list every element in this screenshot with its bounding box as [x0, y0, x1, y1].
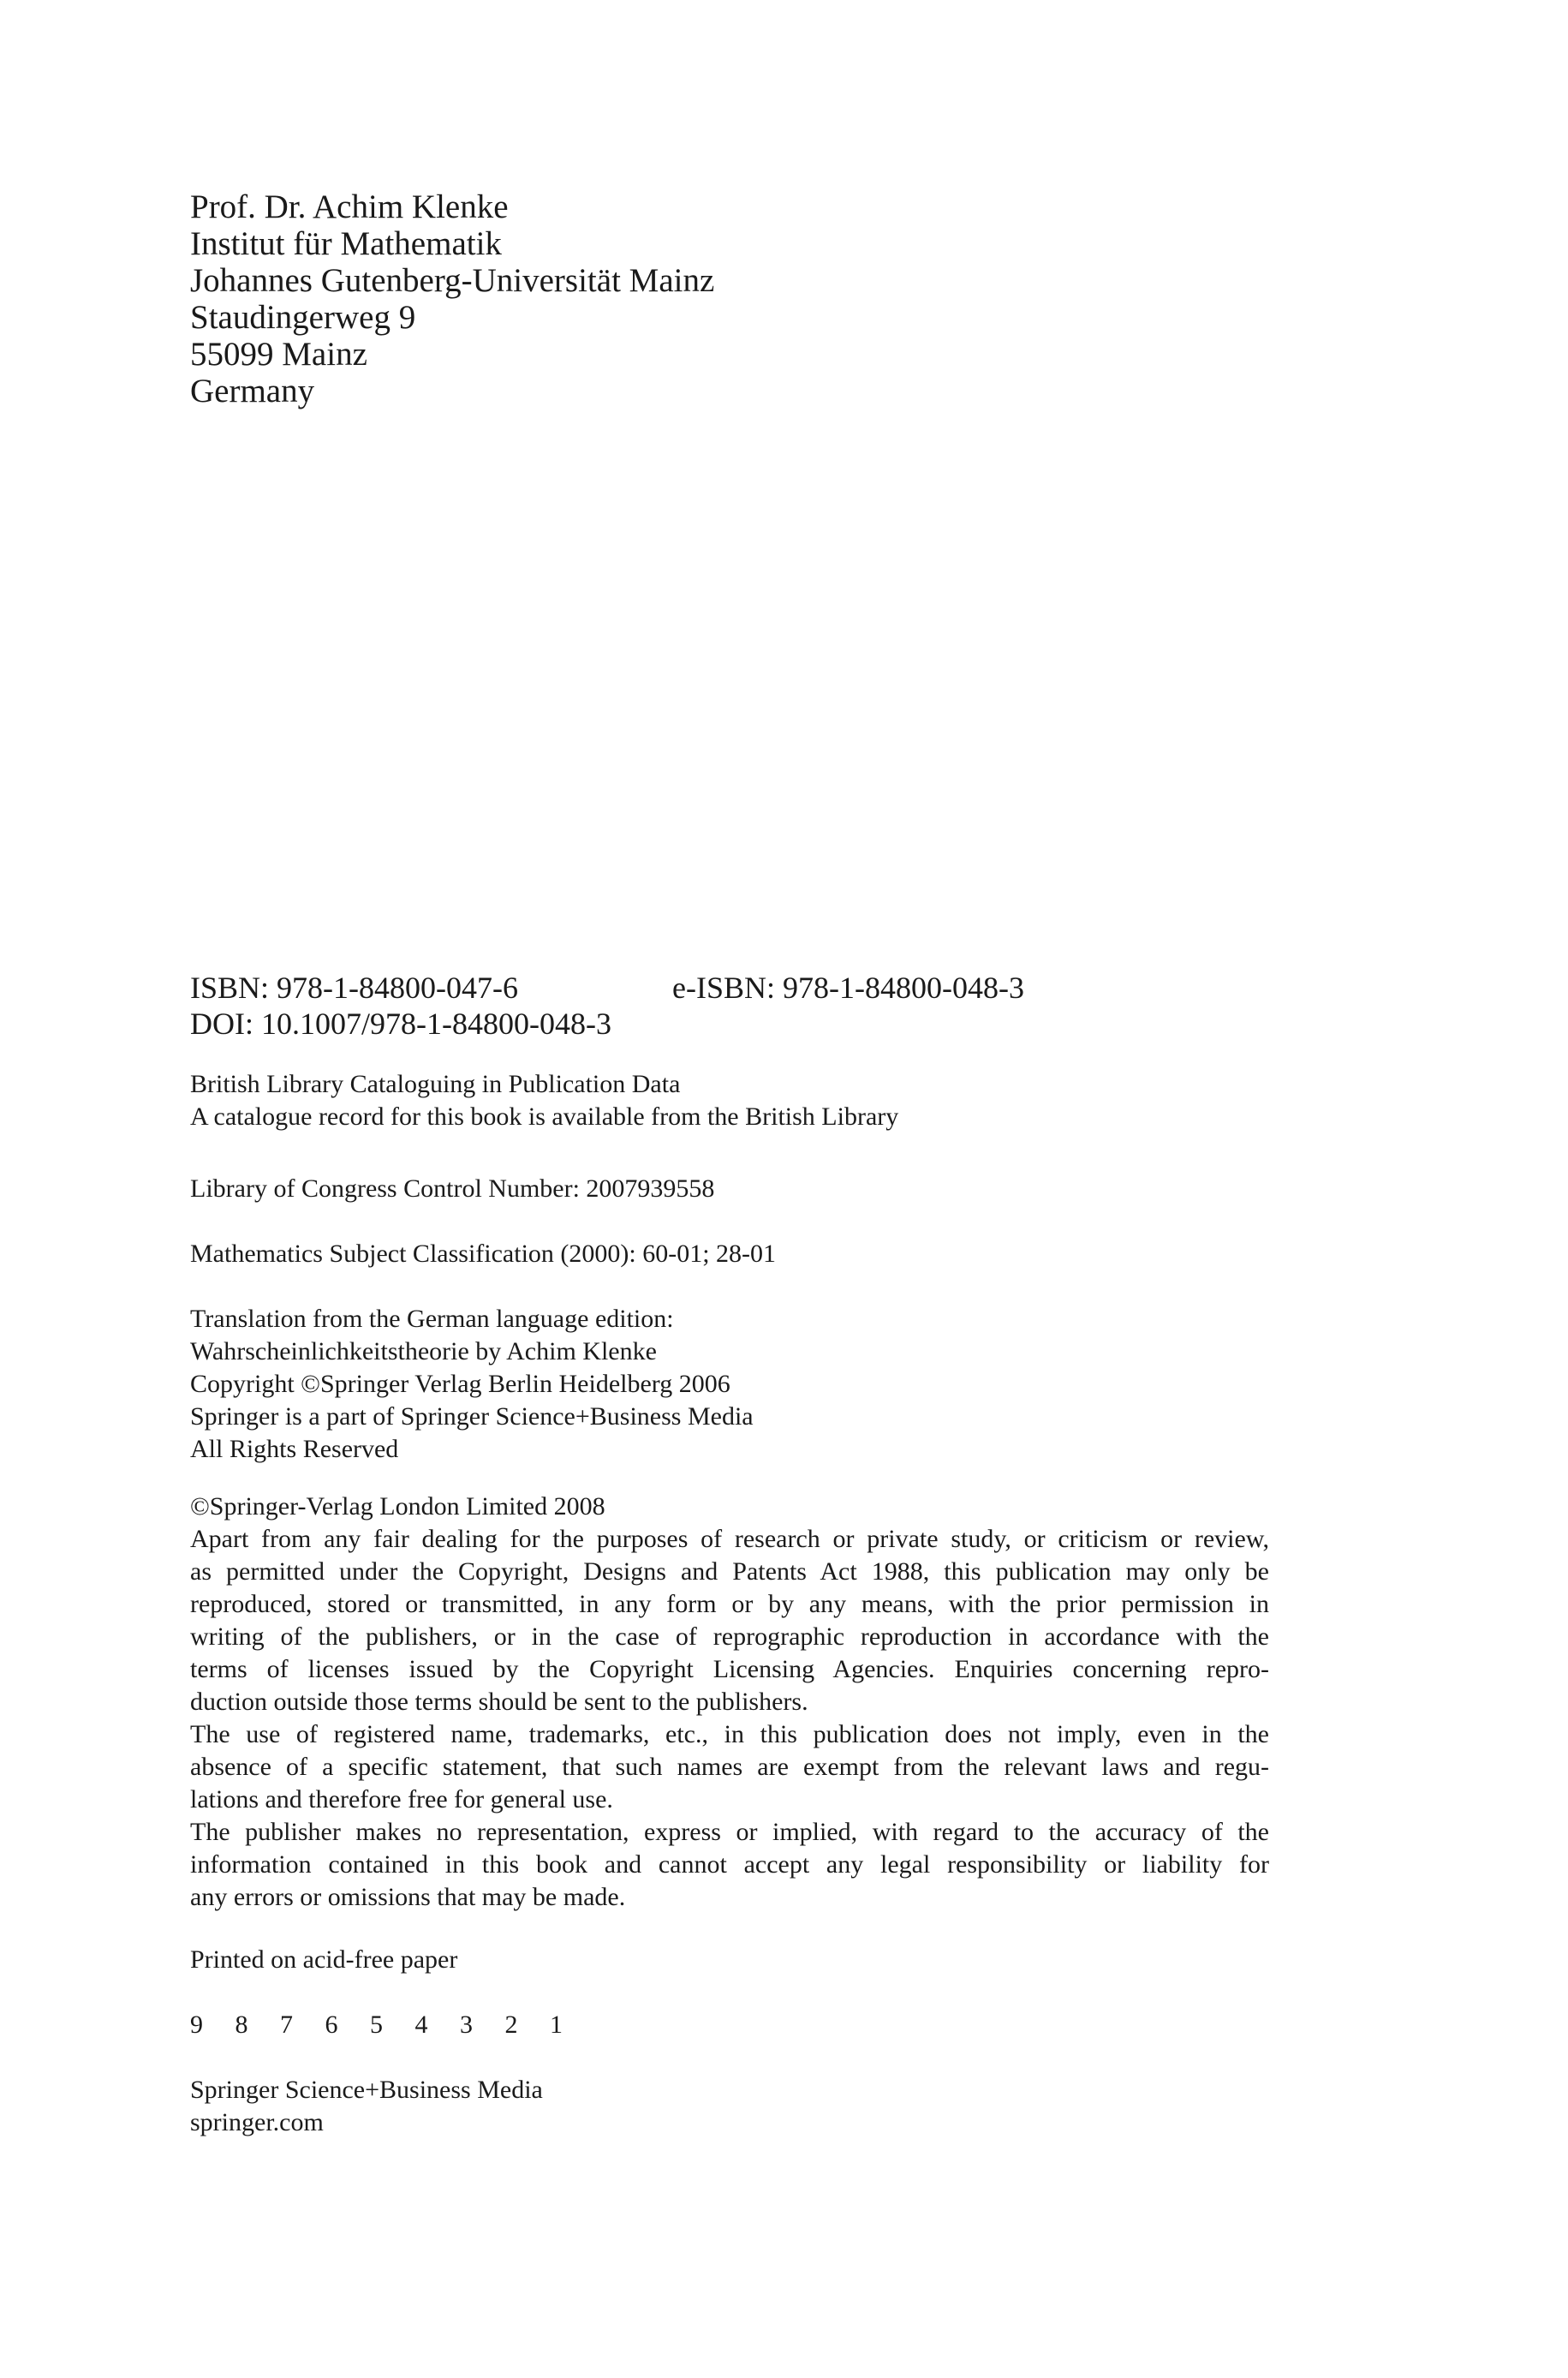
copyright-line: any errors or omissions that may be made.	[190, 1883, 626, 1911]
author-country: Germany	[190, 373, 315, 409]
copyright-line: absence of a specific statement, that such names are exempt from the relevant laws and regu-	[190, 1753, 1269, 1781]
printed-on-acid-free: Printed on acid-free paper	[190, 1945, 458, 1974]
translation-line-2: Wahrscheinlichkeitstheorie by Achim Klenke	[190, 1337, 657, 1365]
translation-line-5: All Rights Reserved	[190, 1435, 399, 1463]
publisher-name: Springer Science+Business Media	[190, 2076, 543, 2104]
copyright-line: reproduced, stored or transmitted, in any form or by any means, with the prior permission in	[190, 1590, 1269, 1618]
printing-numbers: 9 8 7 6 5 4 3 2 1	[190, 2011, 575, 2039]
author-city: 55099 Mainz	[190, 336, 367, 373]
cataloguing-data	[190, 1068, 1269, 1133]
author-street: Staudingerweg 9	[190, 299, 416, 336]
copyright-line: information contained in this book and cannot accept any legal responsibility or liability for	[190, 1850, 1269, 1879]
paper-note	[190, 1944, 1269, 1976]
loc-control-number: Library of Congress Control Number: 2007939558	[190, 1174, 715, 1203]
copyright-line: duction outside those terms should be sent to the publishers.	[190, 1688, 808, 1716]
translation-line-1: Translation from the German language edition:	[190, 1305, 674, 1333]
author-name: Prof. Dr. Achim Klenke	[190, 188, 509, 225]
copyright-line: as permitted under the Copyright, Designs and Patents Act 1988, this publication may only be	[190, 1557, 1269, 1586]
copyright-line: The use of registered name, trademarks, etc., in this publication does not imply, even in the	[190, 1720, 1269, 1748]
cataloguing-line-2: A catalogue record for this book is available from the British Library	[190, 1102, 899, 1131]
isbn: ISBN: 978-1-84800-047-6	[190, 971, 518, 1005]
author-university: Johannes Gutenberg-Universität Mainz	[190, 262, 715, 299]
copyright-line: The publisher makes no representation, express or implied, with regard to the accuracy of the	[190, 1818, 1269, 1846]
publisher-website: springer.com	[190, 2108, 324, 2136]
copyright-line: writing of the publishers, or in the case of reprographic reproduction in accordance with the	[190, 1622, 1269, 1651]
subject-classification	[190, 1238, 1269, 1270]
translation-line-3: Copyright ©Springer Verlag Berlin Heidelberg 2006	[190, 1370, 730, 1398]
translation-note	[190, 1303, 1269, 1466]
e-isbn: e-ISBN: 978-1-84800-048-3	[672, 971, 1024, 1005]
copyright-holder: ©Springer-Verlag London Limited 2008	[190, 1492, 605, 1521]
author-address	[190, 188, 714, 409]
author-institute: Institut für Mathematik	[190, 225, 502, 262]
copyright-line: terms of licenses issued by the Copyright Licensing Agencies. Enquiries concerning repro-	[190, 1655, 1269, 1683]
doi: DOI: 10.1007/978-1-84800-048-3	[190, 1007, 611, 1041]
copyright-notice	[190, 1491, 1269, 1914]
copyright-line: lations and therefore free for general use.	[190, 1785, 613, 1813]
library-of-congress	[190, 1173, 1269, 1205]
publisher-info	[190, 2074, 1269, 2139]
book-identifiers	[190, 970, 1389, 1042]
cataloguing-line-1: British Library Cataloguing in Publication Data	[190, 1070, 681, 1098]
translation-line-4: Springer is a part of Springer Science+Business Media	[190, 1402, 754, 1431]
copyright-line: Apart from any fair dealing for the purposes of research or private study, or criticism or review,	[190, 1525, 1269, 1553]
printing-number-line	[190, 2009, 1269, 2041]
msc-line: Mathematics Subject Classification (2000): 60-01; 28-01	[190, 1240, 777, 1268]
